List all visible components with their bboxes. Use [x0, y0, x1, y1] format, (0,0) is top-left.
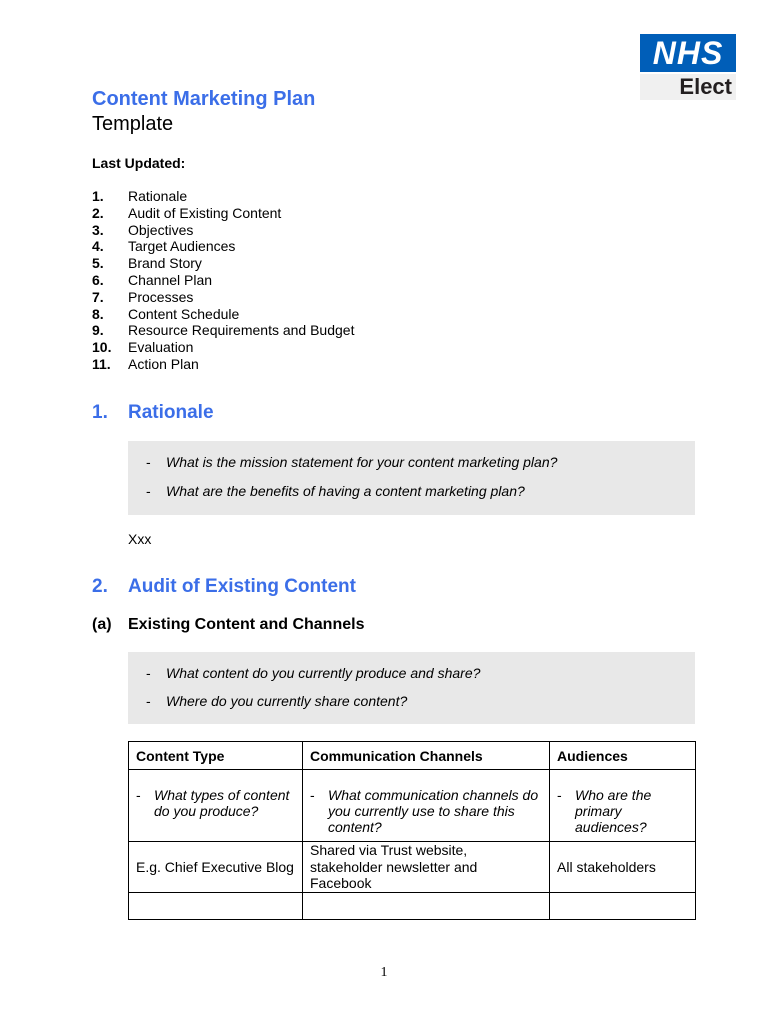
table-row: [129, 842, 696, 893]
table-cell[interactable]: [303, 770, 550, 842]
guidance-text: What types of content do you produce?: [154, 787, 290, 819]
toc-label: Content Schedule: [128, 305, 240, 322]
table-header-row: [129, 742, 696, 770]
guidance-question: [146, 454, 557, 470]
table-cell[interactable]: [129, 770, 303, 842]
nhs-logo-mark: NHS: [640, 34, 736, 72]
guidance-box-rationale: [128, 441, 695, 515]
toc-label: Rationale: [128, 188, 188, 204]
nhs-logo-sub: Elect: [640, 74, 736, 100]
toc-label: Objectives: [128, 221, 194, 238]
nhs-elect-logo: [640, 34, 736, 100]
section-title: Rationale: [128, 402, 214, 423]
section-number: 2.: [92, 576, 108, 597]
document-subtitle: Template: [92, 113, 174, 135]
table-row: [129, 770, 696, 842]
table-cell[interactable]: [129, 892, 303, 919]
toc-number: 9.: [92, 322, 104, 339]
toc-label: Evaluation: [128, 339, 194, 356]
toc-number: 8.: [92, 305, 104, 322]
toc-number: 2.: [92, 204, 104, 221]
toc-number: 5.: [92, 255, 104, 272]
toc-label: Action Plan: [128, 355, 199, 372]
toc-number: 6.: [92, 271, 104, 288]
column-header: Content Type: [129, 742, 303, 770]
toc-number: 7.: [92, 288, 104, 305]
toc-label: Audit of Existing Content: [128, 204, 282, 221]
toc-label: Processes: [128, 288, 194, 305]
guidance-question: [146, 483, 525, 499]
guidance-question: [146, 665, 480, 681]
question-text: Where do you currently share content?: [166, 693, 408, 709]
section-title: Audit of Existing Content: [128, 576, 356, 597]
toc-number: 1.: [92, 188, 104, 204]
dash: -: [310, 787, 315, 803]
subsection-number: (a): [92, 616, 112, 633]
guidance-question: [146, 693, 407, 709]
dash: -: [146, 665, 151, 681]
dash: -: [136, 787, 141, 803]
section-number: 1.: [92, 402, 108, 423]
toc-number: 4.: [92, 238, 104, 255]
table-row: [129, 892, 696, 919]
toc-number: 11.: [92, 355, 111, 372]
question-text: What is the mission statement for your content marketing plan?: [166, 454, 558, 470]
dash: -: [146, 454, 151, 470]
guidance-box-audit: [128, 652, 695, 724]
dash: -: [146, 483, 151, 499]
toc-label: Channel Plan: [128, 271, 213, 288]
toc-label: Target Audiences: [128, 238, 236, 255]
column-header: Communication Channels: [303, 742, 550, 770]
last-updated-label: Last Updated:: [92, 155, 186, 171]
dash: -: [146, 693, 151, 709]
table-cell[interactable]: [550, 892, 696, 919]
table-cell[interactable]: [303, 892, 550, 919]
table-cell[interactable]: All stakeholders: [550, 842, 696, 893]
column-header: Audiences: [550, 742, 696, 770]
document-title: Content Marketing Plan: [92, 88, 316, 110]
subsection-title: Existing Content and Channels: [128, 616, 365, 633]
table-cell[interactable]: E.g. Chief Executive Blog: [129, 842, 303, 893]
dash: -: [557, 787, 562, 803]
question-text: What are the benefits of having a content marketing plan?: [166, 483, 525, 499]
guidance-text: What communication channels do you currently use to share this content?: [328, 787, 539, 835]
page-number: 1: [380, 965, 388, 980]
toc-label: Resource Requirements and Budget: [128, 322, 355, 339]
question-text: What content do you currently produce and share?: [166, 665, 481, 681]
subsection-heading: [92, 616, 364, 634]
section-heading-audit: [92, 576, 356, 598]
toc-number: 10.: [92, 339, 112, 356]
content-audit-table: [128, 741, 696, 920]
toc-number: 3.: [92, 221, 104, 238]
section-heading-rationale: [92, 402, 214, 424]
toc-label: Brand Story: [128, 255, 202, 272]
table-cell[interactable]: Shared via Trust website, stakeholder newsletter and Facebook: [303, 842, 550, 893]
table-cell[interactable]: [550, 770, 696, 842]
guidance-text: Who are the primary audiences?: [575, 787, 652, 835]
placeholder-text: Xxx: [128, 531, 152, 547]
